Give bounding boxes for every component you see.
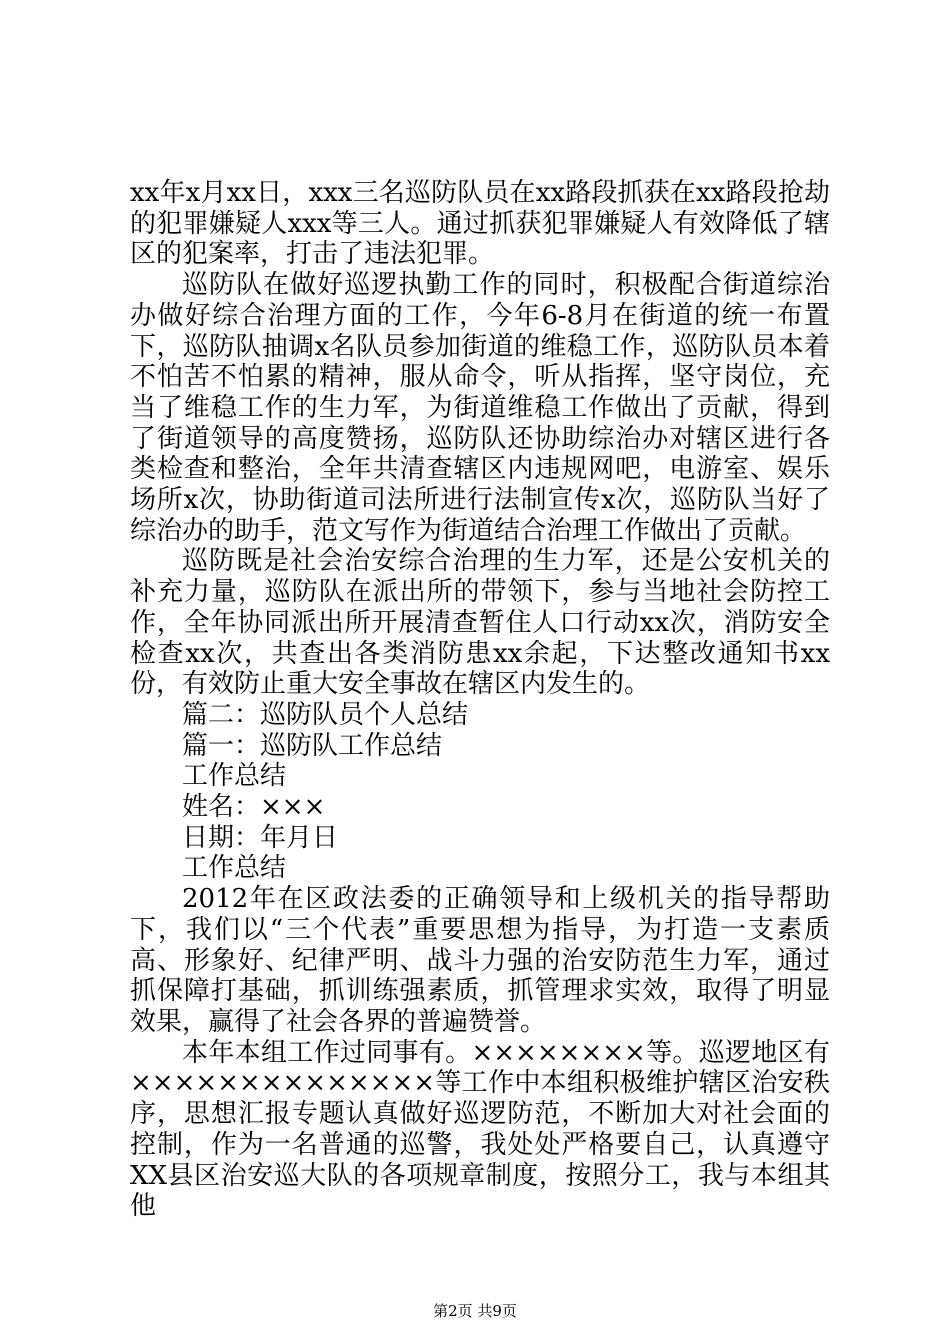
title-line: 工作总结	[182, 853, 287, 884]
date-line: 日期：年月日	[182, 822, 339, 853]
paragraph: 2012年在区政法委的正确领导和上级机关的指导帮助下，我们以“三个代表”重要思想为指导，为打造一支素质高、形象好、纪律严明、战斗力强的治安防范生力军，通过抓保障打基础，抓训练强素质，抓管理求实效，取得了明显效果，赢得了社会各界的普遍赞誉。	[130, 884, 830, 1037]
document-body	[130, 178, 830, 1222]
paragraph: 巡防队在做好巡逻执勤工作的同时，积极配合街道综治办做好综合治理方面的工作，今年6-8月在街道的统一布置下，巡防队抽调x名队员参加街道的维稳工作，巡防队员本着不怕苦不怕累的精神，服从命令，听从指挥，坚守岗位，充当了维稳工作的生力军，为街道维稳工作做出了贡献，得到了街道领导的高度赞扬，巡防队还协助综治办对辖区进行各类检查和整治，全年共清查辖区内违规网吧，电游室、娱乐场所x次，协助街道司法所进行法制宣传x次，巡防队当好了综治办的助手，范文写作为街道结合治理工作做出了贡献。	[130, 270, 830, 546]
section-heading: 篇二：巡防队员个人总结	[182, 699, 469, 730]
section-heading: 篇一：巡防队工作总结	[182, 730, 443, 761]
name-line: 姓名：×××	[182, 792, 326, 823]
paragraph: xx年x月xx日，xxx三名巡防队员在xx路段抓获在xx路段抢劫的犯罪嫌疑人xxx等三人。通过抓获犯罪嫌疑人有效降低了辖区的犯案率，打击了违法犯罪。	[130, 178, 830, 270]
title-line: 工作总结	[182, 761, 287, 792]
paragraph: 本年本组工作过同事有。××××××××等。巡逻地区有××××××××××××××等工作中本组积极维护辖区治安秩序，思想汇报专题认真做好巡逻防范，不断加大对社会面的控制，作为一名普通的巡警，我处处严格要自己，认真遵守XX县区治安巡大队的各项规章制度，按照分工，我与本组其他	[130, 1037, 830, 1222]
page-footer: 第2页 共9页	[433, 1302, 517, 1320]
paragraph: 巡防既是社会治安综合治理的生力军，还是公安机关的补充力量，巡防队在派出所的带领下，参与当地社会防控工作，全年协同派出所开展清查暂住人口行动xx次，消防安全检查xx次，共查出各类消防患xx余起，下达整改通知书xx份，有效防止重大安全事故在辖区内发生的。	[130, 546, 830, 700]
